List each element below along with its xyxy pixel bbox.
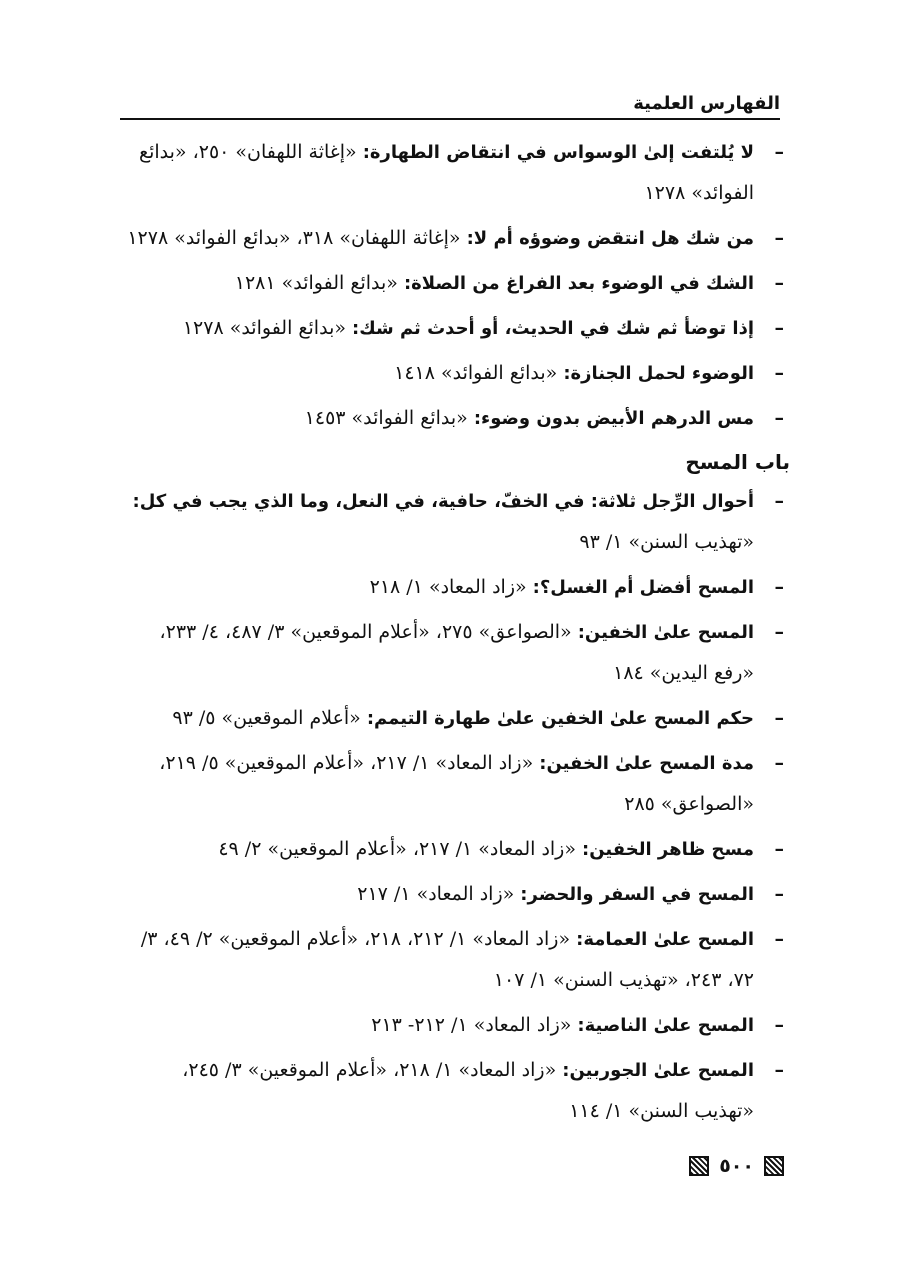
entry-title: إذا توضأ ثم شك في الحديث، أو أحدث ثم شك: bbox=[352, 318, 754, 339]
index-entry bbox=[118, 1005, 792, 1046]
entry-title: من شك هل انتقض وضوؤه أم لا: bbox=[466, 228, 754, 249]
entry-title: المسح علىٰ العمامة: bbox=[576, 929, 754, 950]
index-entry bbox=[118, 743, 792, 825]
entry-title: مسح ظاهر الخفين: bbox=[582, 839, 754, 860]
entry-title: المسح علىٰ الجوربين: bbox=[562, 1060, 754, 1081]
bullet-dash: – bbox=[774, 928, 784, 950]
index-entry bbox=[118, 1050, 792, 1132]
entry-refs: «بدائع الفوائد» ١٢٨١ bbox=[234, 272, 404, 294]
bullet-dash: – bbox=[774, 1014, 784, 1036]
page-number: ٥٠٠ bbox=[719, 1155, 754, 1177]
entry-title: المسح في السفر والحضر: bbox=[520, 884, 754, 905]
index-entry bbox=[118, 353, 792, 394]
entry-title: المسح علىٰ الخفين: bbox=[577, 622, 754, 643]
entry-refs: «إغاثة اللهفان» ٣١٨، «بدائع الفوائد» ١٢٧٨ bbox=[127, 227, 467, 249]
bullet-dash: – bbox=[774, 317, 784, 339]
entry-refs: «بدائع الفوائد» ١٢٧٨ bbox=[182, 317, 353, 339]
entry-title: أحوال الرِّجل ثلاثة: في الخفّ، حافية، في النعل، وما الذي يجب في كل: bbox=[132, 491, 754, 512]
bullet-dash: – bbox=[774, 838, 784, 860]
section-heading: باب المسح bbox=[685, 450, 790, 474]
bullet-dash: – bbox=[774, 227, 784, 249]
entry-refs: «زاد المعاد» ١/ ٢١٧ bbox=[357, 883, 521, 905]
bullet-dash: – bbox=[774, 1059, 784, 1081]
running-header bbox=[120, 88, 780, 120]
index-entry bbox=[118, 612, 792, 694]
entry-refs: «زاد المعاد» ١/ ٢١٢- ٢١٣ bbox=[371, 1014, 578, 1036]
entry-title: الشك في الوضوء بعد الفراغ من الصلاة: bbox=[403, 273, 754, 294]
bullet-dash: – bbox=[774, 407, 784, 429]
bullet-dash: – bbox=[774, 490, 784, 512]
index-entry bbox=[118, 398, 792, 439]
index-entry bbox=[118, 567, 792, 608]
bullet-dash: – bbox=[774, 621, 784, 643]
index-entry bbox=[118, 308, 792, 349]
bullet-dash: – bbox=[774, 362, 784, 384]
bullet-dash: – bbox=[774, 707, 784, 729]
bullet-dash: – bbox=[774, 272, 784, 294]
index-entry bbox=[118, 263, 792, 304]
entry-refs: «زاد المعاد» ١/ ٢١٨، «أعلام الموقعين» ٣/ ٢٤٥، «تهذيب السنن» ١/ ١١٤ bbox=[182, 1059, 754, 1122]
entry-refs: «تهذيب السنن» ١/ ٩٣ bbox=[579, 531, 754, 553]
entry-refs: «زاد المعاد» ١/ ٢١٧، «أعلام الموقعين» ٢/ ٤٩ bbox=[218, 838, 583, 860]
index-entry bbox=[118, 218, 792, 259]
entry-title: مس الدرهم الأبيض بدون وضوء: bbox=[473, 408, 754, 429]
index-entries bbox=[118, 132, 792, 1136]
entry-refs: «زاد المعاد» ١/ ٢١٢، ٢١٨، «أعلام الموقعين» ٢/ ٤٩، ٣/ ٧٢، ٢٤٣، «تهذيب السنن» ١/ ١٠٧ bbox=[140, 928, 754, 991]
index-entry bbox=[118, 919, 792, 1001]
entry-refs: «بدائع الفوائد» ١٤٥٣ bbox=[304, 407, 474, 429]
entry-title: المسح علىٰ الناصية: bbox=[577, 1015, 754, 1036]
entry-refs: «إغاثة اللهفان» ٢٥٠، «بدائع الفوائد» ١٢٧٨ bbox=[138, 141, 754, 204]
index-entry bbox=[118, 481, 792, 563]
entry-refs: «بدائع الفوائد» ١٤١٨ bbox=[394, 362, 564, 384]
page-footer bbox=[689, 1153, 784, 1179]
entry-title: الوضوء لحمل الجنازة: bbox=[563, 363, 754, 384]
ornament-icon bbox=[689, 1156, 709, 1176]
bullet-dash: – bbox=[774, 141, 784, 163]
entry-title: لا يُلتفت إلىٰ الوسواس في انتقاض الطهارة: bbox=[362, 142, 754, 163]
entry-title: حكم المسح علىٰ الخفين علىٰ طهارة التيمم: bbox=[366, 708, 754, 729]
index-entry bbox=[118, 874, 792, 915]
entry-title: المسح أفضل أم الغسل؟: bbox=[532, 577, 754, 598]
index-entry bbox=[118, 132, 792, 214]
entry-refs: «زاد المعاد» ١/ ٢١٧، «أعلام الموقعين» ٥/ ٢١٩، «الصواعق» ٢٨٥ bbox=[159, 752, 754, 815]
index-entry bbox=[118, 829, 792, 870]
bullet-dash: – bbox=[774, 576, 784, 598]
entry-title: مدة المسح علىٰ الخفين: bbox=[539, 753, 754, 774]
entry-refs: «زاد المعاد» ١/ ٢١٨ bbox=[369, 576, 533, 598]
index-entry bbox=[118, 698, 792, 739]
bullet-dash: – bbox=[774, 883, 784, 905]
ornament-icon bbox=[764, 1156, 784, 1176]
bullet-dash: – bbox=[774, 752, 784, 774]
header-title: الفهارس العلمية bbox=[633, 93, 780, 114]
entry-refs: «الصواعق» ٢٧٥، «أعلام الموقعين» ٣/ ٤٨٧، ٤/ ٢٣٣، «رفع اليدين» ١٨٤ bbox=[159, 621, 754, 684]
entry-refs: «أعلام الموقعين» ٥/ ٩٣ bbox=[172, 707, 367, 729]
